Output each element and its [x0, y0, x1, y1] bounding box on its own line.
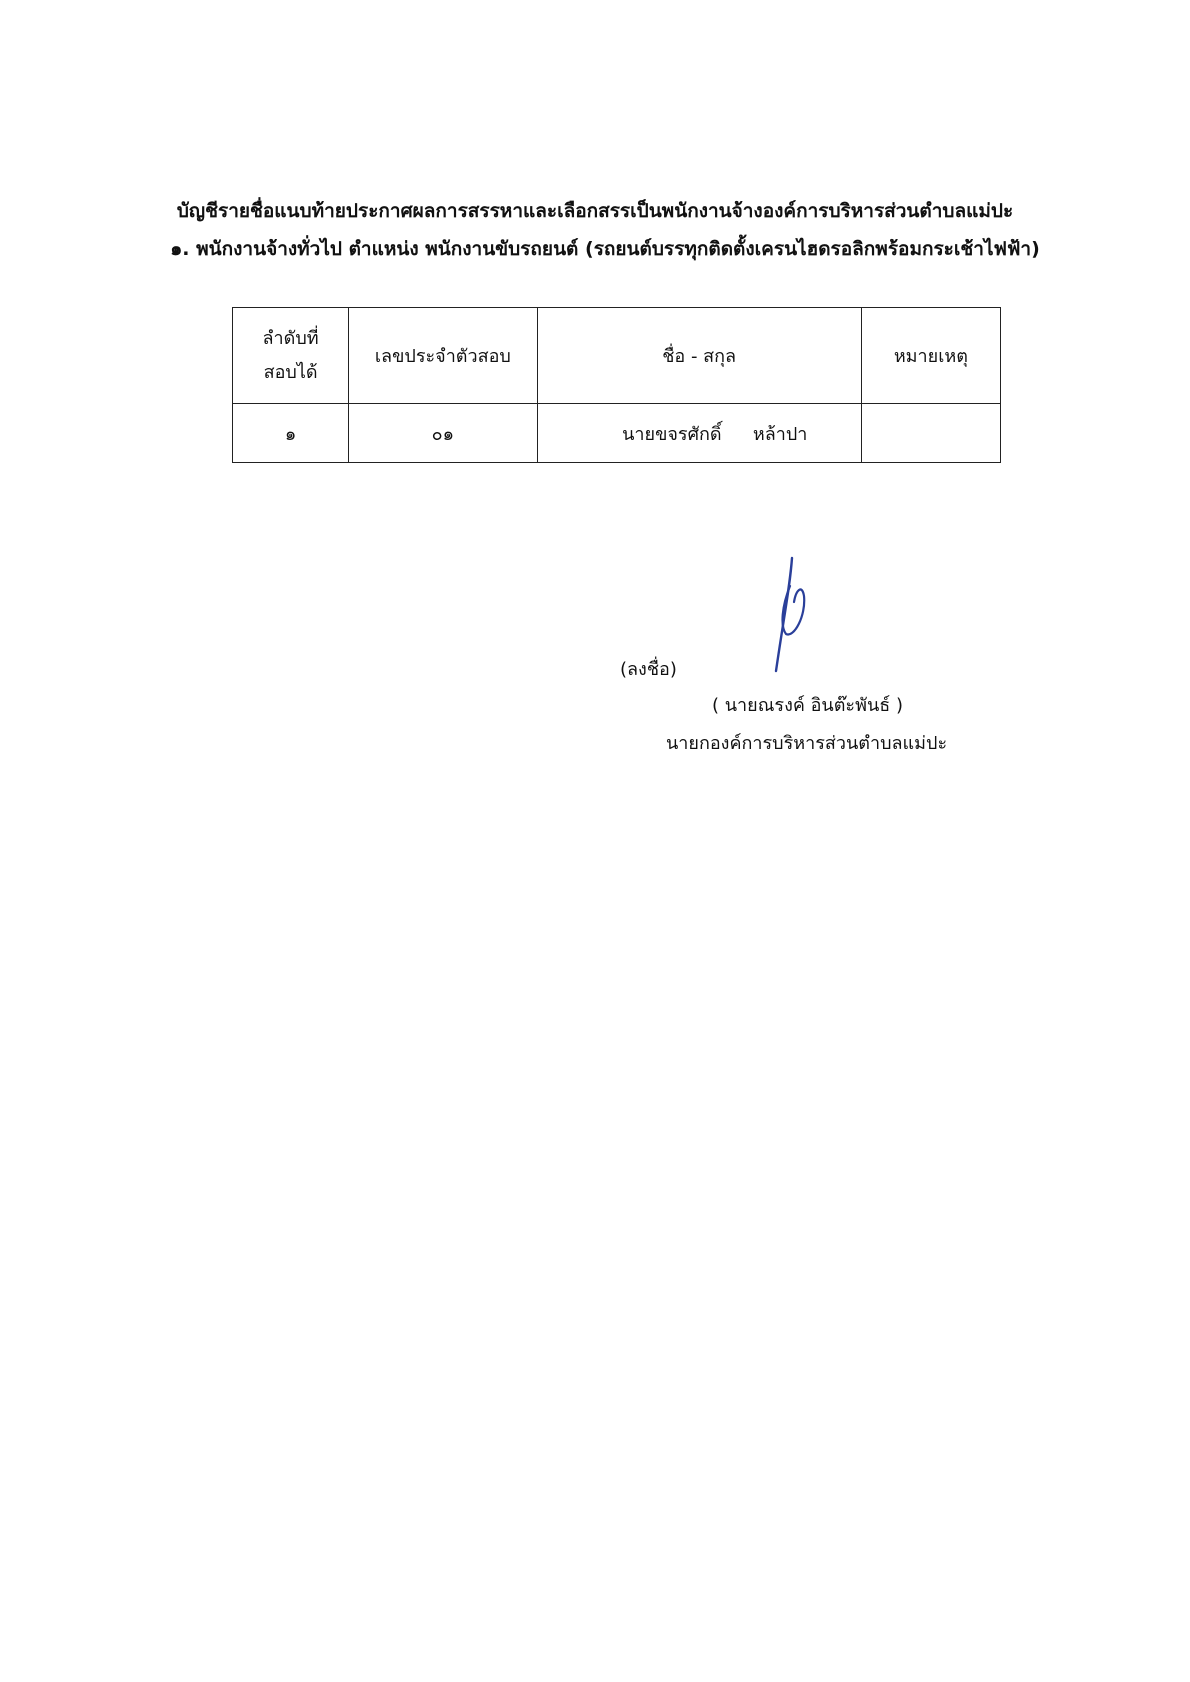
- header-exam-id: เลขประจำตัวสอบ: [349, 308, 537, 404]
- header-remark: หมายเหตุ: [861, 308, 1000, 404]
- cell-remark: [861, 404, 1000, 463]
- cell-first-name: นายขจรศักดิ์: [622, 423, 722, 445]
- header-rank-line1: ลำดับที่: [262, 327, 319, 349]
- header-rank: [233, 308, 349, 404]
- document-title: บัญชีรายชื่อแนบท้ายประกาศผลการสรรหาและเลือกสรรเป็นพนักงานจ้างองค์การบริหารส่วนตำบลแม่ปะ: [176, 200, 1014, 222]
- cell-name: [537, 404, 861, 463]
- table-header-row: [233, 308, 1001, 404]
- signer-name: ( นายณรงค์ อินต๊ะพันธ์ ): [712, 695, 903, 716]
- handwritten-signature: [760, 556, 820, 676]
- cell-last-name: หล้าปา: [752, 423, 808, 445]
- signer-title: นายกองค์การบริหารส่วนตำบลแม่ปะ: [666, 733, 948, 754]
- results-table: [232, 307, 1001, 463]
- header-rank-line2: สอบได้: [263, 361, 318, 383]
- cell-rank: ๑: [233, 404, 349, 463]
- sign-label: (ลงชื่อ): [620, 659, 677, 680]
- position-heading: ๑. พนักงานจ้างทั่วไป ตำแหน่ง พนักงานขับรถยนต์ (รถยนต์บรรทุกติดตั้งเครนไฮดรอลิกพร้อมกระเช้าไฟฟ้า): [170, 238, 1040, 260]
- table-row: [233, 404, 1001, 463]
- cell-exam-id: ๐๑: [349, 404, 537, 463]
- header-name: ชื่อ - สกุล: [537, 308, 861, 404]
